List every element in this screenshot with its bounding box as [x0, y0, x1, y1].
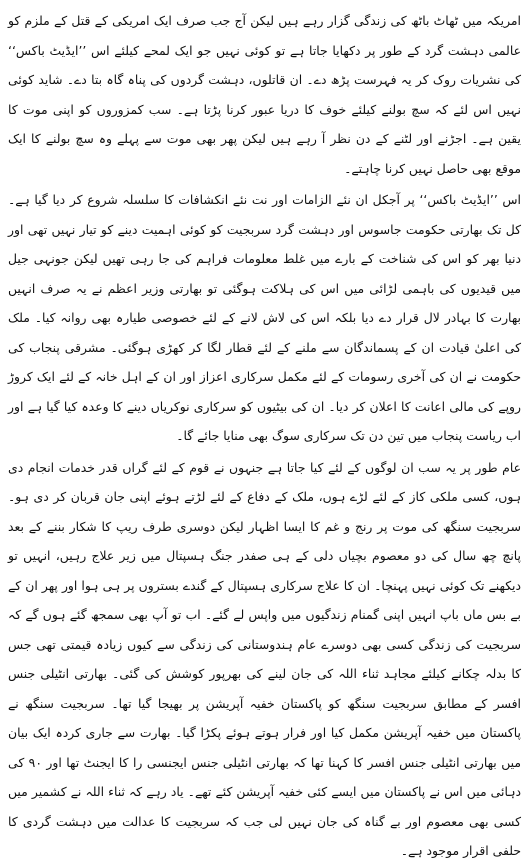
- article-paragraph: امریکہ میں ٹھاٹ باٹھ کی زندگی گزار رہے ہیں لیکن آج جب صرف ایک امریکی کے قتل کے ملزم کو عالمی دہشت گرد کے طور پر دکھایا جاتا ہے تو کوئی نہیں جو ایک لمحے کیلئے اس ’’ایڈیٹ باکس‘‘ کی نشریات روک کر یہ فہرست پڑھ دے۔ ان قاتلوں، دہشت گردوں کی پناہ گاہ بتا دے۔ شاید کوئی نہیں اس لئے کہ سچ بولنے کیلئے خوف کا دریا عبور کرنا پڑتا ہے۔ سب کمزوروں کو اپنی موت کا یقین ہے۔ اجڑنے اور لٹنے کے دن نظر آ رہے ہیں لیکن پھر بھی موت سے پہلے وہ سچ بولنے کا ایک موقع بھی حاصل نہیں کرنا چاہتے۔: [8, 13, 521, 176]
- article-paragraph: عام طور پر یہ سب ان لوگوں کے لئے کیا جاتا ہے جنہوں نے قوم کے لئے گراں قدر خدمات انجام دی ہوں، کسی ملکی کاز کے لئے لڑے ہوں، ملک کے دفاع کے لئے لڑتے ہوئے اپنی جان قربان کر دی ہو۔ سربجیت سنگھ کی موت پر رنج و غم کا ایسا اظہار لیکن دوسری طرف ریپ کا شکار بننے کے بعد پانچ چھ سال کی دو معصوم بچیاں دلی کے ہی صفدر جنگ ہسپتال میں زیر علاج رہیں، انہیں تو دیکھنے تک کوئی نہیں پہنچا۔ ان کا علاج سرکاری ہسپتال کے گندے بستروں پر ہی ہوا اور پھر ان کے بے بس ماں باپ انہیں اپنی گمنام زندگیوں میں واپس لے گئے۔ اب تو آپ بھی سمجھ گئے ہوں گے کہ سربجیت کی زندگی کسی بھی دوسرے عام ہندوستانی کی زندگی سے کیوں زیادہ قیمتی تھی جس کا بدلہ چکانے کیلئے مجاہد ثناء اللہ کی جان لینے کی بھرپور کوشش کی گئی۔ بھارتی انٹیلی جنس افسر کے مطابق سربجیت سنگھ کو پاکستان خفیہ آپریشن پر بھیجا گیا تھا۔ سربجیت سنگھ نے پاکستان میں خفیہ آپریشن مکمل کیا اور فرار ہوتے ہوئے پکڑا گیا۔ بھارت سے جاری کردہ ایک بیان میں بھارتی انٹیلی جنس افسر کا کہنا تھا کہ بھارتی انٹیلی جنس ایجنسی را کا ایجنٹ تھا اور ۹۰ کی دہائی میں اس نے پاکستان میں ایسے کئی خفیہ آپریشن کئے تھے۔ یاد رہے کہ ثناء اللہ نے کشمیر میں کسی بھی معصوم اور بے گناہ کی جان نہیں لی جب کہ سربجیت کا عدالت میں دہشت گردی کا حلفی اقرار موجود ہے۔: [8, 459, 521, 858]
- article-paragraph: اس ’’ایڈیٹ باکس‘‘ پر آجکل ان نئے الزامات اور نت نئے انکشافات کا سلسلہ شروع کر دیا گیا ہے۔ کل تک بھارتی حکومت جاسوس اور دہشت گرد سربجیت کو کوئی اہمیت دینے کو تیار نہیں تھی اور دنیا بھر کو اس کی شناخت کے بارے میں غلط معلومات فراہم کی جا رہی تھیں لیکن جونہی جیل میں قیدیوں کی باہمی لڑائی میں اس کی ہلاکت ہوگئی تو بھارتی وزیر اعظم نے یہ صرف انہیں بھارت کا بہادر لال قرار دے دیا بلکہ اس کی لاش لانے کے لئے خصوصی طیارہ بھی روانہ کیا۔ ملک کی اعلیٰ قیادت ان کے پسماندگان سے ملنے کے لئے قطار لگا کر کھڑی ہوگئی۔ مشرقی پنجاب کی حکومت نے ان کی آخری رسومات کے لئے مکمل سرکاری اعزاز اور ان کے اہل خانہ کے لئے ایک کروڑ روپے کی مالی اعانت کا اعلان کر دیا۔ ان کی بیٹیوں کو سرکاری نوکریاں دینے کا وعدہ کیا گیا ہے اور اب ریاست پنجاب میں تین دن تک سرکاری سوگ بھی منایا جائے گا۔: [8, 192, 521, 443]
